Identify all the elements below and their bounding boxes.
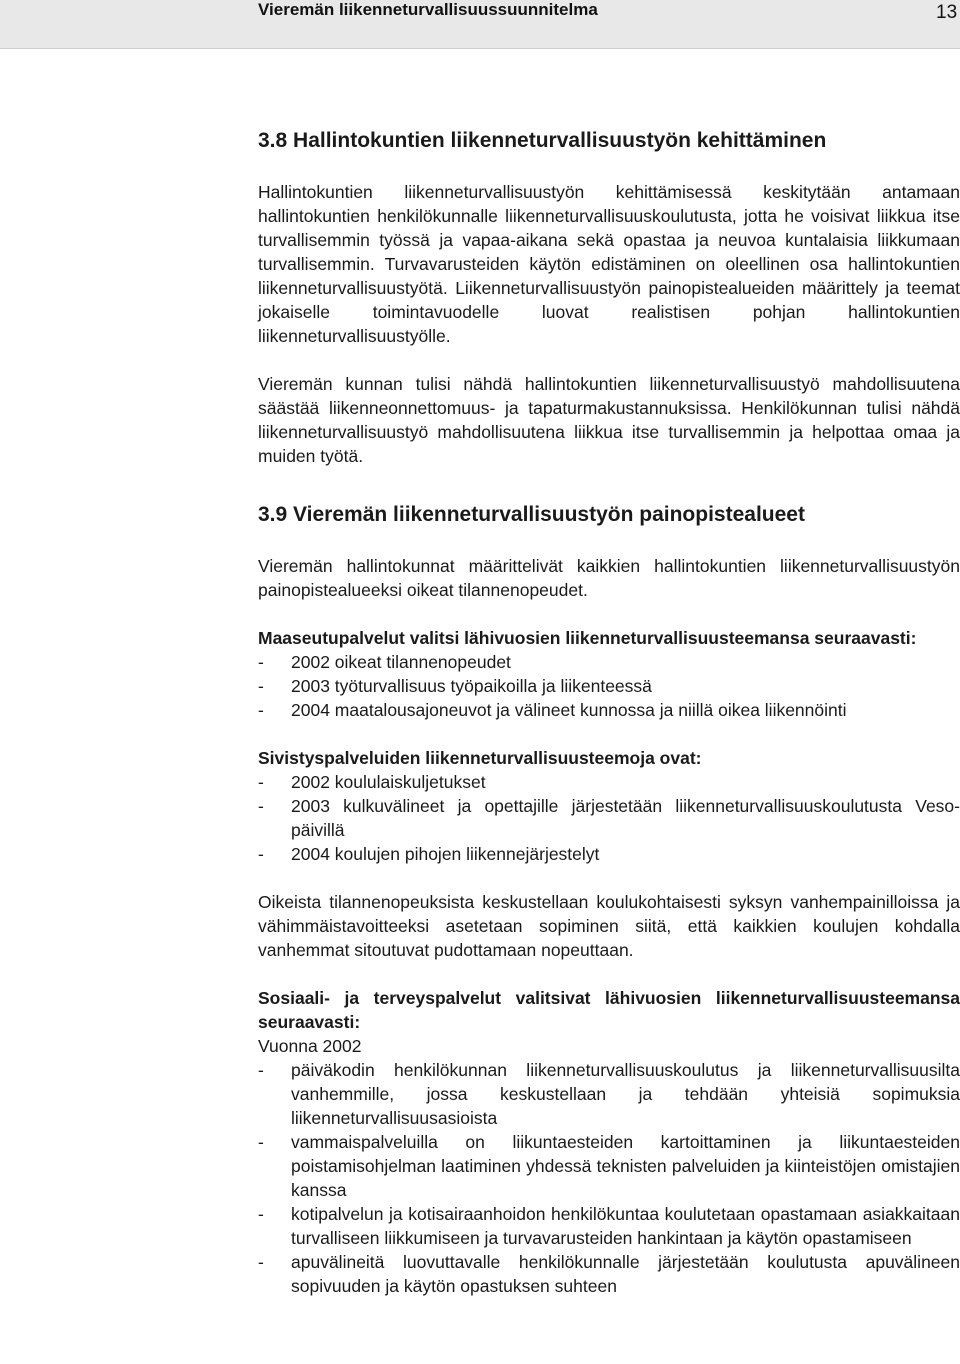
- list-item: - kotipalvelun ja kotisairaanhoidon henkilökuntaa koulutetaan opastamaan asiakkaitaan turvalliseen liikkumiseen ja turvavarusteiden hankintaan ja käytön opastamiseen: [258, 1202, 960, 1250]
- list-item: - vammaispalveluilla on liikuntaesteiden kartoittaminen ja liikuntaesteiden poistamisohjelman laatiminen yhdessä teknisten palveluiden ja kiinteistöjen omistajien kanssa: [258, 1130, 960, 1202]
- page-header: [0, 0, 960, 49]
- maaseutu-list: [258, 650, 960, 722]
- list-item: - 2002 oikeat tilannenopeudet: [258, 650, 960, 674]
- sivistys-list: [258, 770, 960, 866]
- list-item: - 2003 kulkuvälineet ja opettajille järjestetään liikenneturvallisuuskoulutusta Veso- päivillä: [258, 794, 960, 842]
- list-item: - 2002 koululaiskuljetukset: [258, 770, 960, 794]
- maaseutu-heading: Maaseutupalvelut valitsi lähivuosien liikenneturvallisuusteemansa seuraavasti:: [258, 628, 917, 648]
- page-content: [258, 128, 960, 1322]
- section-3-8-paragraph-1: Hallintokuntien liikenneturvallisuustyön kehittämisessä keskitytään antamaan hallintokuntien henkilökunnalle liikenneturvallisuuskoulutusta, jotta he voisivat liikkua itse turvallisemmin työssä ja vapaa-aikana sekä opastaa ja neuvoa kuntalaisia liikkumaan turvallisemmin. Turvavarusteiden käytön edistäminen on oleellinen osa hallintokuntien liikenneturvallisuustyötä. Liikenneturvallisuustyön painopistealueiden määrittely ja teemat jokaiselle toimintavuodelle luovat realistisen pohjan hallintokuntien liikenneturvallisuustyölle.: [258, 182, 960, 346]
- list-item: - apuvälineitä luovuttavalle henkilökunnalle järjestetään koulutusta apuvälineen sopivuuden ja käytön opastuksen suhteen: [258, 1250, 960, 1298]
- list-item: - 2003 työturvallisuus työpaikoilla ja liikenteessä: [258, 674, 960, 698]
- sosiaali-list: [258, 1058, 960, 1298]
- section-3-9-heading: 3.9 Vieremän liikenneturvallisuustyön painopistealueet: [258, 503, 805, 526]
- page-number: 13: [936, 2, 958, 23]
- list-item: - 2004 maatalousajoneuvot ja välineet kunnossa ja niillä oikea liikennöinti: [258, 698, 960, 722]
- list-item: - 2004 koulujen pihojen liikennejärjestelyt: [258, 842, 960, 866]
- sosiaali-year: Vuonna 2002: [258, 1036, 362, 1056]
- section-3-9-intro: Vieremän hallintokunnat määrittelivät kaikkien hallintokuntien liikenneturvallisuustyön painopistealueeksi oikeat tilannenopeudet.: [258, 556, 960, 600]
- section-3-8-paragraph-2: Vieremän kunnan tulisi nähdä hallintokuntien liikenneturvallisuustyö mahdollisuutena säästää liikenneonnettomuus- ja tapaturmakustannuksissa. Henkilökunnan tulisi nähdä liikenneturvallisuustyö mahdollisuutena liikkua itse turvallisemmin ja helpottaa omaa ja muiden työtä.: [258, 374, 960, 466]
- list-item: - päiväkodin henkilökunnan liikenneturvallisuuskoulutus ja liikenneturvallisuusilta vanhemmille, jossa keskustellaan ja tehdään yhteisiä sopimuksia liikenneturvallisuusasioista: [258, 1058, 960, 1130]
- sosiaali-heading: Sosiaali- ja terveyspalvelut valitsivat lähivuosien liikenneturvallisuusteemansa seuraavasti:: [258, 988, 960, 1032]
- sivistys-paragraph: Oikeista tilannenopeuksista keskustellaan koulukohtaisesti syksyn vanhempainilloissa ja vähimmäistavoitteeksi asetetaan sopiminen siitä, että kaikkien koulujen kohdalla vanhemmat sitoutuvat pudottamaan nopeuttaan.: [258, 892, 960, 960]
- document-title: Vieremän liikenneturvallisuussuunnitelma: [258, 0, 598, 19]
- sivistys-heading: Sivistyspalveluiden liikenneturvallisuusteemoja ovat:: [258, 748, 702, 768]
- section-3-8-heading: 3.8 Hallintokuntien liikenneturvallisuustyön kehittäminen: [258, 129, 827, 152]
